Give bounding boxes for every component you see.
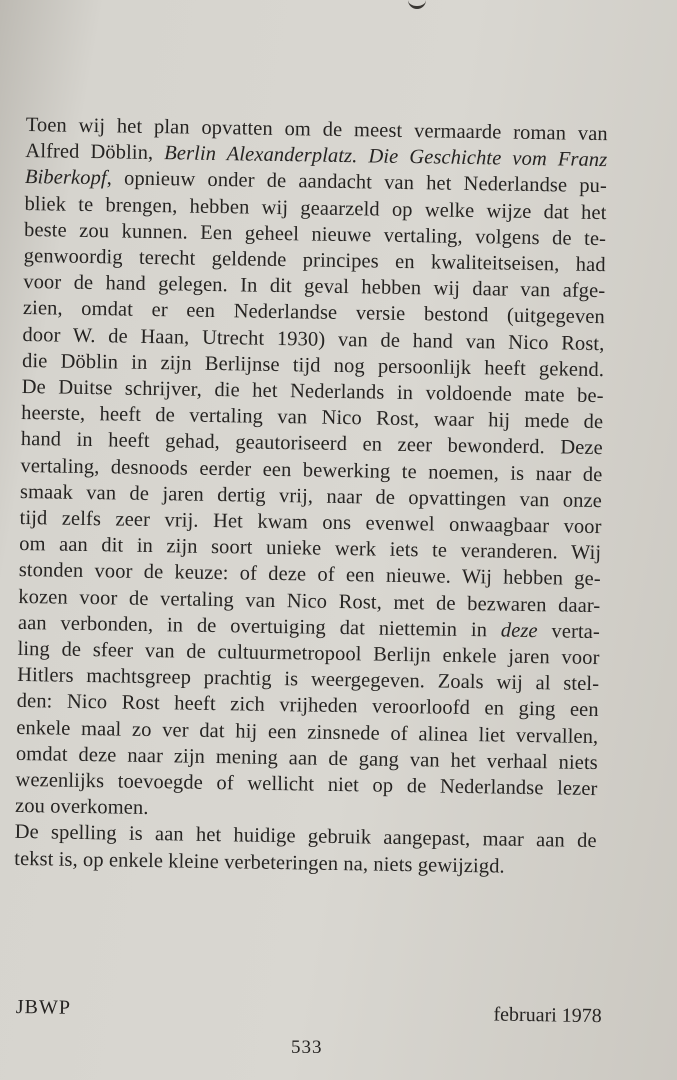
line-text: De Duitse schrijver, die het Nederlands in voldoende mate be-	[21, 375, 604, 408]
signature-row	[16, 996, 602, 1028]
author-initials: JBWP	[15, 996, 72, 1019]
line-text: verta-	[537, 619, 601, 643]
italic-title: deze	[500, 619, 538, 642]
line-text: tekst is, op enkele kleine verbeteringen na, niets gewijzigd.	[14, 847, 505, 878]
line-text: hand in heeft gehad, geautoriseerd en zeer bewonderd. Deze	[20, 428, 603, 460]
line-text: De spelling is aan het huidige gebruik aangepast, maar aan de	[14, 821, 597, 853]
line-text: wezenlijks toevoegde of wellicht niet op de Nederlandse lezer	[15, 768, 598, 801]
page-number: 533	[291, 1037, 323, 1058]
line-text: , opnieuw onder de aandacht van het Nederlandse pu-	[106, 167, 608, 198]
line-text: door W. de Haan, Utrecht 1930) van de hand van Nico Rost,	[22, 323, 605, 355]
line-text: om aan dit in zijn soort unieke werk iets te veranderen. Wij	[19, 533, 602, 565]
line-text: tijd zelfs zeer vrij. Het kwam ons evenwel onwaagbaar voor	[19, 506, 602, 539]
line-text: genwoordig terecht geldende principes en kwaliteitseisen, had	[23, 244, 606, 277]
line-text: voor de hand gelegen. In dit geval hebben wij daar van afge-	[23, 271, 606, 303]
line-text: enkele maal zo ver dat hij een zinsnede of alinea liet vervallen,	[16, 716, 599, 748]
afterword-text	[14, 112, 608, 881]
line-text: vertaling, desnoods eerder een bewerking te noemen, is naar de	[20, 454, 603, 486]
previous-page-letter-fragment	[408, 0, 426, 9]
line-text: ling de sfeer van de cultuurmetropool Berlijn enkele jaren voor	[17, 637, 600, 670]
line-text: den: Nico Rost heeft zich vrijheden veroorloofd en ging een	[16, 690, 599, 722]
line-text: heerste, heeft de vertaling van Nico Rost, waar hij mede de	[21, 402, 604, 434]
line-text: zou overkomen.	[14, 795, 149, 820]
italic-title: Biberkopf	[24, 166, 107, 190]
line-text: omdat deze naar zijn mening aan de gang van het verhaal niets	[15, 742, 599, 774]
line-text: Hitlers machtsgreep prachtig is weergegeven. Zoals wij al stel-	[16, 664, 600, 696]
line-text: Toen wij het plan opvatten om de meest vermaarde roman van	[25, 113, 608, 146]
date-line: februari 1978	[493, 1003, 602, 1028]
line-text: die Döblin in zijn Berlijnse tijd nog persoonlijk heeft gekend.	[21, 349, 605, 381]
line-text: Alfred Döblin,	[25, 140, 165, 165]
line-text: kozen voor de vertaling van Nico Rost, met de bezwaren daar-	[18, 585, 601, 617]
line-text: smaak van de jaren dertig vrij, naar de opvattingen van onze	[19, 480, 603, 512]
line-text: zien, omdat er een Nederlandse versie bestond (uitgegeven	[22, 297, 606, 329]
line-text: stonden voor de keuze: of deze of een nieuwe. Wij hebben ge-	[18, 559, 601, 591]
line-text: aan verbonden, in de overtuiging dat niettemin in	[17, 611, 502, 642]
line-text: beste zou kunnen. Een geheel nieuwe vertaling, volgens de te-	[23, 218, 607, 250]
italic-title: Berlin Alexanderplatz. Die Geschichte vom Franz	[164, 142, 608, 172]
line-text: bliek te brengen, hebben wij geaarzeld op welke wijze dat het	[24, 192, 607, 224]
